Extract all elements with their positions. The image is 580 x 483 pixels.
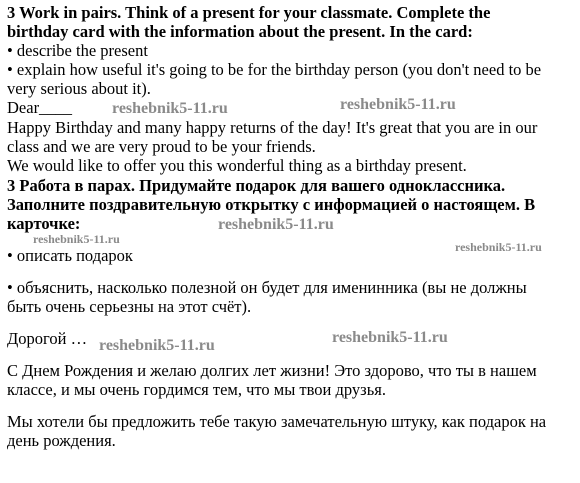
task-heading-en-line2: birthday card with the information about the present. In the card:	[7, 22, 473, 41]
bullet-explain-ru: • объяснить, насколько полезной он будет для именинника (вы не должны	[7, 278, 527, 297]
task-heading-ru-line2: Заполните поздравительную открытку с информацией о настоящем. В	[7, 195, 536, 214]
bullet-describe-en: • describe the present	[7, 41, 148, 60]
card-body-en-line1: Happy Birthday and many happy returns of the day! It's great that you are in our	[7, 118, 538, 137]
watermark: reshebnik5-11.ru	[332, 329, 448, 346]
card-greeting-ru: Дорогой …	[7, 329, 88, 348]
watermark: reshebnik5-11.ru	[340, 96, 456, 113]
card-offer-ru-line2: день рождения.	[7, 431, 116, 450]
card-body-ru-line2: классе, и мы очень гордимся тем, что мы твои друзья.	[7, 380, 386, 399]
bullet-explain-en-cont: very serious about it).	[7, 79, 151, 98]
card-body-ru-line1: С Днем Рождения и желаю долгих лет жизни! Это здорово, что ты в нашем	[7, 361, 537, 380]
task-heading-ru-line1: 3 Работа в парах. Придумайте подарок для вашего одноклассника.	[7, 176, 506, 195]
watermark: reshebnik5-11.ru	[99, 337, 215, 354]
bullet-explain-ru-cont: быть очень серьезны на этот счёт).	[7, 297, 252, 316]
watermark: reshebnik5-11.ru	[33, 232, 120, 246]
watermark: reshebnik5-11.ru	[218, 216, 334, 233]
watermark: reshebnik5-11.ru	[455, 240, 542, 254]
task-heading-ru-line3: карточке:	[7, 214, 81, 233]
task-heading-en-line1: 3 Work in pairs. Think of a present for your classmate. Complete the	[7, 3, 491, 22]
card-offer-ru-line1: Мы хотели бы предложить тебе такую замечательную штуку, как подарок на	[7, 412, 547, 431]
bullet-describe-ru: • описать подарок	[7, 246, 133, 265]
bullet-explain-en: • explain how useful it's going to be for the birthday person (you don't need to be	[7, 60, 542, 79]
card-greeting-en: Dear____	[7, 98, 73, 117]
card-body-en-line3: We would like to offer you this wonderful thing as a birthday present.	[7, 156, 467, 175]
card-body-en-line2: class and we are very proud to be your friends.	[7, 137, 316, 156]
watermark: reshebnik5-11.ru	[112, 100, 228, 117]
